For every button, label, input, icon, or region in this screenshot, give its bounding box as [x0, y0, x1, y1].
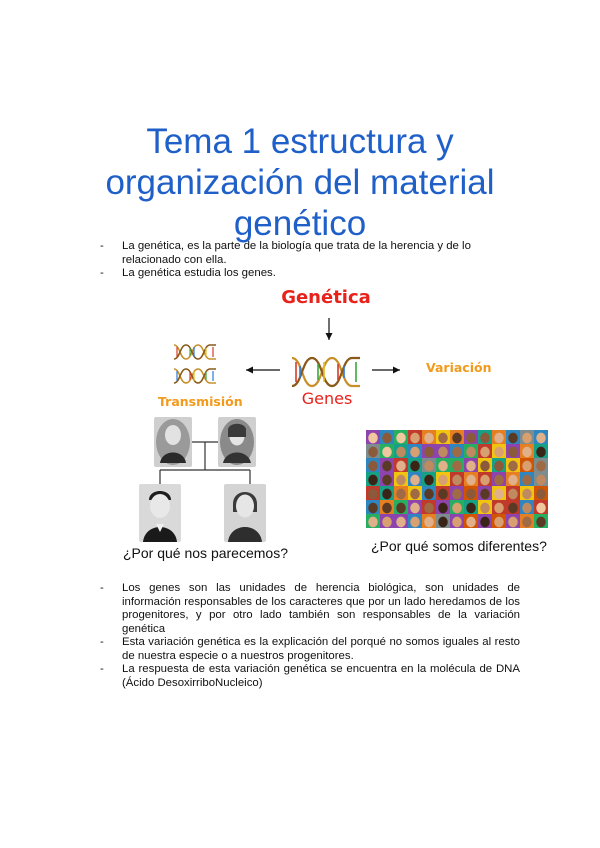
- face-tile: [520, 486, 534, 500]
- face-tile: [394, 514, 408, 528]
- face-tile: [520, 500, 534, 514]
- face-tile: [408, 500, 422, 514]
- face-tile: [366, 472, 380, 486]
- face-tile: [492, 472, 506, 486]
- face-tile: [492, 486, 506, 500]
- face-tile: [506, 486, 520, 500]
- portrait-daughter: [224, 484, 266, 542]
- list-item: - La genética, es la parte de la biología que trata de la herencia y de lo relacionado con ella.: [100, 240, 520, 267]
- face-tile: [408, 486, 422, 500]
- face-tile: [394, 444, 408, 458]
- face-tile: [506, 444, 520, 458]
- face-tile: [436, 472, 450, 486]
- face-tile: [520, 430, 534, 444]
- face-tile: [478, 430, 492, 444]
- face-tile: [366, 458, 380, 472]
- face-tile: [422, 444, 436, 458]
- face-tile: [520, 458, 534, 472]
- face-tile: [436, 430, 450, 444]
- face-tile: [534, 472, 548, 486]
- face-tile: [366, 444, 380, 458]
- face-tile: [464, 486, 478, 500]
- face-tile: [380, 472, 394, 486]
- face-tile: [408, 514, 422, 528]
- face-tile: [478, 444, 492, 458]
- page-title: Tema 1 estructura y organización del material genético: [105, 122, 495, 244]
- face-tile: [408, 444, 422, 458]
- face-tile: [408, 430, 422, 444]
- face-tile: [520, 472, 534, 486]
- face-tile: [506, 472, 520, 486]
- face-tile: [380, 458, 394, 472]
- face-tile: [436, 514, 450, 528]
- face-tile: [464, 458, 478, 472]
- face-tile: [464, 444, 478, 458]
- variacion-label: Variación: [426, 360, 492, 375]
- face-tile: [492, 514, 506, 528]
- face-tile: [408, 458, 422, 472]
- face-tile: [422, 430, 436, 444]
- dna-helix-icon: [173, 342, 217, 362]
- face-tile: [534, 458, 548, 472]
- face-tile: [478, 500, 492, 514]
- face-tile: [464, 472, 478, 486]
- face-tile: [492, 500, 506, 514]
- dna-helix-icon: [290, 352, 362, 392]
- face-tile: [492, 458, 506, 472]
- face-tile: [380, 444, 394, 458]
- dna-helix-icon: [173, 366, 217, 386]
- face-tile: [380, 430, 394, 444]
- face-tile: [422, 500, 436, 514]
- face-tile: [450, 444, 464, 458]
- face-tile: [394, 472, 408, 486]
- face-tile: [366, 486, 380, 500]
- face-tile: [506, 500, 520, 514]
- face-tile: [394, 458, 408, 472]
- face-tile: [492, 444, 506, 458]
- face-tile: [506, 430, 520, 444]
- face-tile: [534, 500, 548, 514]
- genetica-label: Genética: [281, 287, 371, 308]
- face-tile: [464, 500, 478, 514]
- face-tile: [450, 472, 464, 486]
- details-list: [100, 582, 520, 690]
- face-tile: [394, 500, 408, 514]
- face-tile: [422, 472, 436, 486]
- face-tile: [506, 458, 520, 472]
- face-tile: [478, 486, 492, 500]
- face-tile: [436, 458, 450, 472]
- face-tile: [478, 472, 492, 486]
- face-tile: [478, 458, 492, 472]
- list-item: - La respuesta de esta variación genética se encuentra en la molécula de DNA (Ácido DesoxirriboNucleico): [100, 663, 520, 690]
- face-tile: [450, 458, 464, 472]
- face-tile: [450, 500, 464, 514]
- portrait-grandfather: [154, 417, 192, 467]
- face-tile: [478, 514, 492, 528]
- list-item: - Esta variación genética es la explicación del porqué no somos iguales al resto de nuestra especie o a nuestros progenitores.: [100, 636, 520, 663]
- face-tile: [464, 514, 478, 528]
- face-tile: [506, 514, 520, 528]
- face-tile: [436, 444, 450, 458]
- face-tile: [366, 500, 380, 514]
- face-tile: [380, 500, 394, 514]
- list-item: - Los genes son las unidades de herencia biológica, son unidades de información responsables de los caracteres que por un lado heredamos de los progenitores, y por otro lado también son responsables de la variación genética: [100, 582, 520, 636]
- face-tile: [436, 500, 450, 514]
- face-tile: [520, 444, 534, 458]
- face-tile: [492, 430, 506, 444]
- face-tile: [422, 514, 436, 528]
- caption-parecemos: ¿Por qué nos parecemos?: [123, 545, 288, 561]
- face-tile: [380, 514, 394, 528]
- face-tile: [408, 472, 422, 486]
- face-tile: [394, 430, 408, 444]
- list-item: - La genética estudia los genes.: [100, 267, 520, 281]
- face-tile: [534, 444, 548, 458]
- face-tile: [534, 514, 548, 528]
- face-tile: [436, 486, 450, 500]
- face-tile: [520, 514, 534, 528]
- face-tile: [380, 486, 394, 500]
- face-tile: [450, 430, 464, 444]
- face-tile: [394, 486, 408, 500]
- portrait-grandmother: [218, 417, 256, 467]
- transmision-label: Transmisión: [158, 394, 243, 409]
- face-tile: [534, 486, 548, 500]
- face-tile: [534, 430, 548, 444]
- face-tile: [422, 486, 436, 500]
- face-tile: [450, 486, 464, 500]
- caption-diferentes: ¿Por qué somos diferentes?: [371, 538, 547, 554]
- genes-label: Genes: [301, 389, 353, 408]
- face-tile: [450, 514, 464, 528]
- face-tile: [366, 514, 380, 528]
- face-tile: [464, 430, 478, 444]
- face-tile: [422, 458, 436, 472]
- face-tile: [366, 430, 380, 444]
- portrait-son: [139, 484, 181, 542]
- faces-mosaic: [366, 430, 548, 528]
